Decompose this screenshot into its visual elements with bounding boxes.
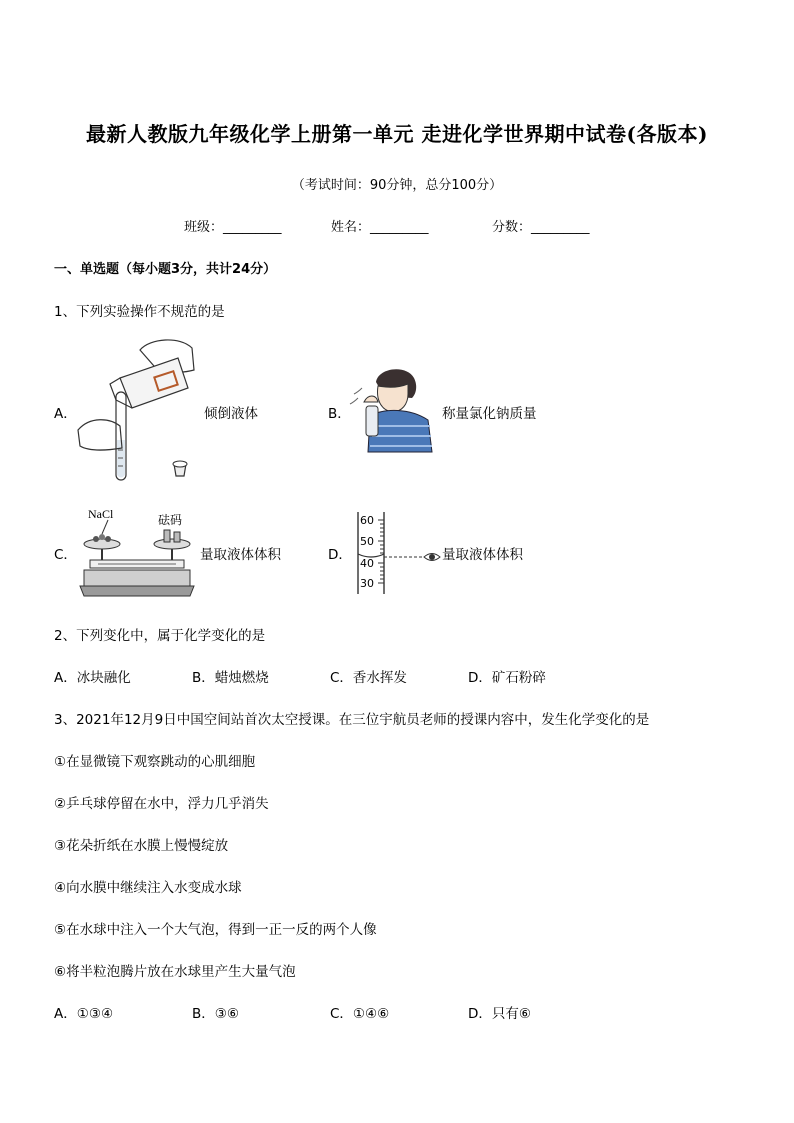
q3-item-6: ⑥将半粒泡腾片放在水球里产生大量气泡 [54,964,296,980]
q1-option-a-caption: 倾倒液体 [204,406,258,422]
name-field-label: 姓名：_________ [331,220,429,235]
q3-item-2: ②乒乓球停留在水中，浮力几乎消失 [54,796,269,812]
section-heading: 一、单选题（每小题3分，共计24分） [54,262,277,277]
scale-label-60: 60 [360,514,374,527]
scale-label-40: 40 [360,557,374,570]
q1-option-d-caption: 量取液体体积 [442,547,523,563]
question-3-stem: 3、2021年12月9日中国空间站首次太空授课。在三位宇航员老师的授课内容中，发生化学变化的是 [54,712,650,728]
q1-option-d-letter: D． [328,547,352,563]
exam-subtitle: （考试时间：90分钟，总分100分） [291,178,503,193]
q3-item-1: ①在显微镜下观察跳动的心肌细胞 [54,754,256,770]
q3-option-a: A．①③④ [54,1006,114,1022]
score-field-label: 分数：_________ [492,220,590,235]
balance-illustration [80,504,194,598]
smelling-gas-illustration [344,364,436,454]
weights-label: 砝码 [158,513,183,527]
q3-item-4: ④向水膜中继续注入水变成水球 [54,880,242,896]
q1-option-a-letter: A． [54,406,77,422]
q2-option-a: A．冰块融化 [54,670,131,686]
q3-item-3: ③花朵折纸在水膜上慢慢绽放 [54,838,229,854]
scale-label-50: 50 [360,535,374,548]
graduated-cylinder-illustration [352,508,442,596]
q3-option-c: C．①④⑥ [330,1006,390,1022]
class-field-label: 班级：_________ [184,220,282,235]
q2-option-b: B．蜡烛燃烧 [192,670,269,686]
q3-option-d: D．只有⑥ [468,1006,531,1022]
q1-option-c-caption: 量取液体体积 [200,547,281,563]
q1-option-b-caption: 称量氯化钠质量 [442,406,537,422]
q1-option-b-letter: B． [328,406,351,422]
q1-option-c-letter: C． [54,547,77,563]
q3-item-5: ⑤在水球中注入一个大气泡，得到一正一反的两个人像 [54,922,377,938]
q2-option-c: C．香水挥发 [330,670,407,686]
nacl-label: NaCl [88,507,114,521]
q2-option-d: D．矿石粉碎 [468,670,546,686]
scale-label-30: 30 [360,577,374,590]
question-1-stem: 1、下列实验操作不规范的是 [54,304,225,320]
q3-option-b: B．③⑥ [192,1006,239,1022]
exam-title: 最新人教版九年级化学上册第一单元 走进化学世界期中试卷(各版本) [86,122,708,146]
question-2-stem: 2、下列变化中，属于化学变化的是 [54,628,266,644]
pouring-liquid-illustration [70,330,200,490]
